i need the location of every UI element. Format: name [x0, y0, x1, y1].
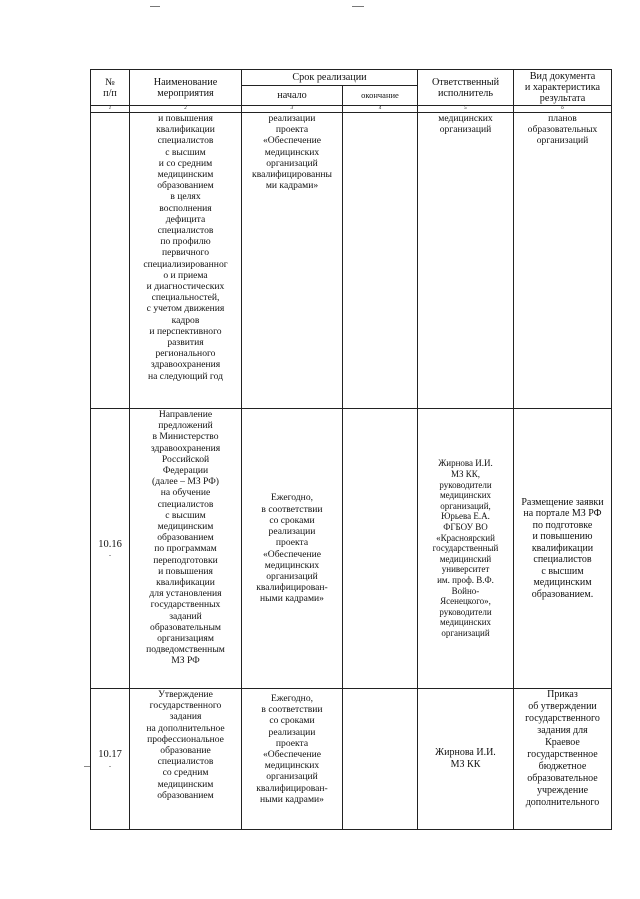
row-start: реализации проекта «Обеспечение медицинских организаций квалифицированны ми кадрами»	[242, 113, 343, 409]
row-responsible: Жирнова И.И. МЗ КК	[418, 689, 514, 830]
table-row	[91, 689, 612, 830]
plan-table	[90, 69, 612, 830]
row-number: 10.17 .	[91, 689, 130, 830]
row-name: Направление предложений в Министерство здравоохранения Российской Федерации (далее – МЗ РФ) на обучение специалистов с высшим медицинским образованием по программам переподготовки и повышения квалификации для установления государственных заданий образовательным организациям подведомственным МЗ РФ	[130, 409, 242, 689]
header-document: Вид документа и характеристика результата	[514, 70, 612, 106]
row-number: 10.16 .	[91, 409, 130, 689]
header-num: № п/п	[91, 70, 130, 106]
row-responsible: медицинских организаций	[418, 113, 514, 409]
row-document: Размещение заявки на портале МЗ РФ по подготовке и повышению квалификации специалистов с высшим медицинским образованием.	[514, 409, 612, 689]
header-start: начало	[242, 86, 343, 106]
row-start: Ежегодно, в соответствии со сроками реализации проекта «Обеспечение медицинских организаций квалифицирован- ными кадрами»	[242, 689, 343, 830]
scan-mark-left	[150, 6, 160, 7]
column-index-3: 3	[242, 106, 343, 113]
header-term: Срок реализации	[242, 70, 418, 86]
row-document: Приказ об утверждении государственного задания для Краевое государственное бюджетное образовательное учреждение дополнительного	[514, 689, 612, 830]
column-index-1: 1	[91, 106, 130, 113]
row-end	[343, 409, 418, 689]
row-name: и повышения квалификации специалистов с высшим и со средним медицинским образованием в целях восполнения дефицита специалистов по профилю первичного специализированног о и приема и диагностических специальностей, с учетом движения кадров и перспективного развития регионального здравоохранения на следующий год	[130, 113, 242, 409]
row-name: Утверждение государственного задания на дополнительное профессиональное образование специалистов со средним медицинским образованием	[130, 689, 242, 830]
header-end: окончание	[343, 86, 418, 106]
column-index-4: 4	[343, 106, 418, 113]
row-responsible: Жирнова И.И. МЗ КК, руководители медицинских организаций, Юрьева Е.А. ФГБОУ ВО «Красноярский государственный медицинский университет им. проф. В.Ф. Войно- Ясенецкого», руководители медицинских организаций	[418, 409, 514, 689]
scan-mark-right	[352, 6, 364, 7]
row-start: Ежегодно, в соответствии со сроками реализации проекта «Обеспечение медицинских организаций квалифицирован- ными кадрами»	[242, 409, 343, 689]
header-name: Наименование мероприятия	[130, 70, 242, 106]
row-number	[91, 113, 130, 409]
table-row	[91, 113, 612, 409]
header-responsible: Ответственный исполнитель	[418, 70, 514, 106]
column-index-2: 2	[130, 106, 242, 113]
column-index-6: 6	[514, 106, 612, 113]
column-index-5: 5	[418, 106, 514, 113]
table-row	[91, 409, 612, 689]
row-end	[343, 113, 418, 409]
row-document: планов образовательных организаций	[514, 113, 612, 409]
row-end	[343, 689, 418, 830]
